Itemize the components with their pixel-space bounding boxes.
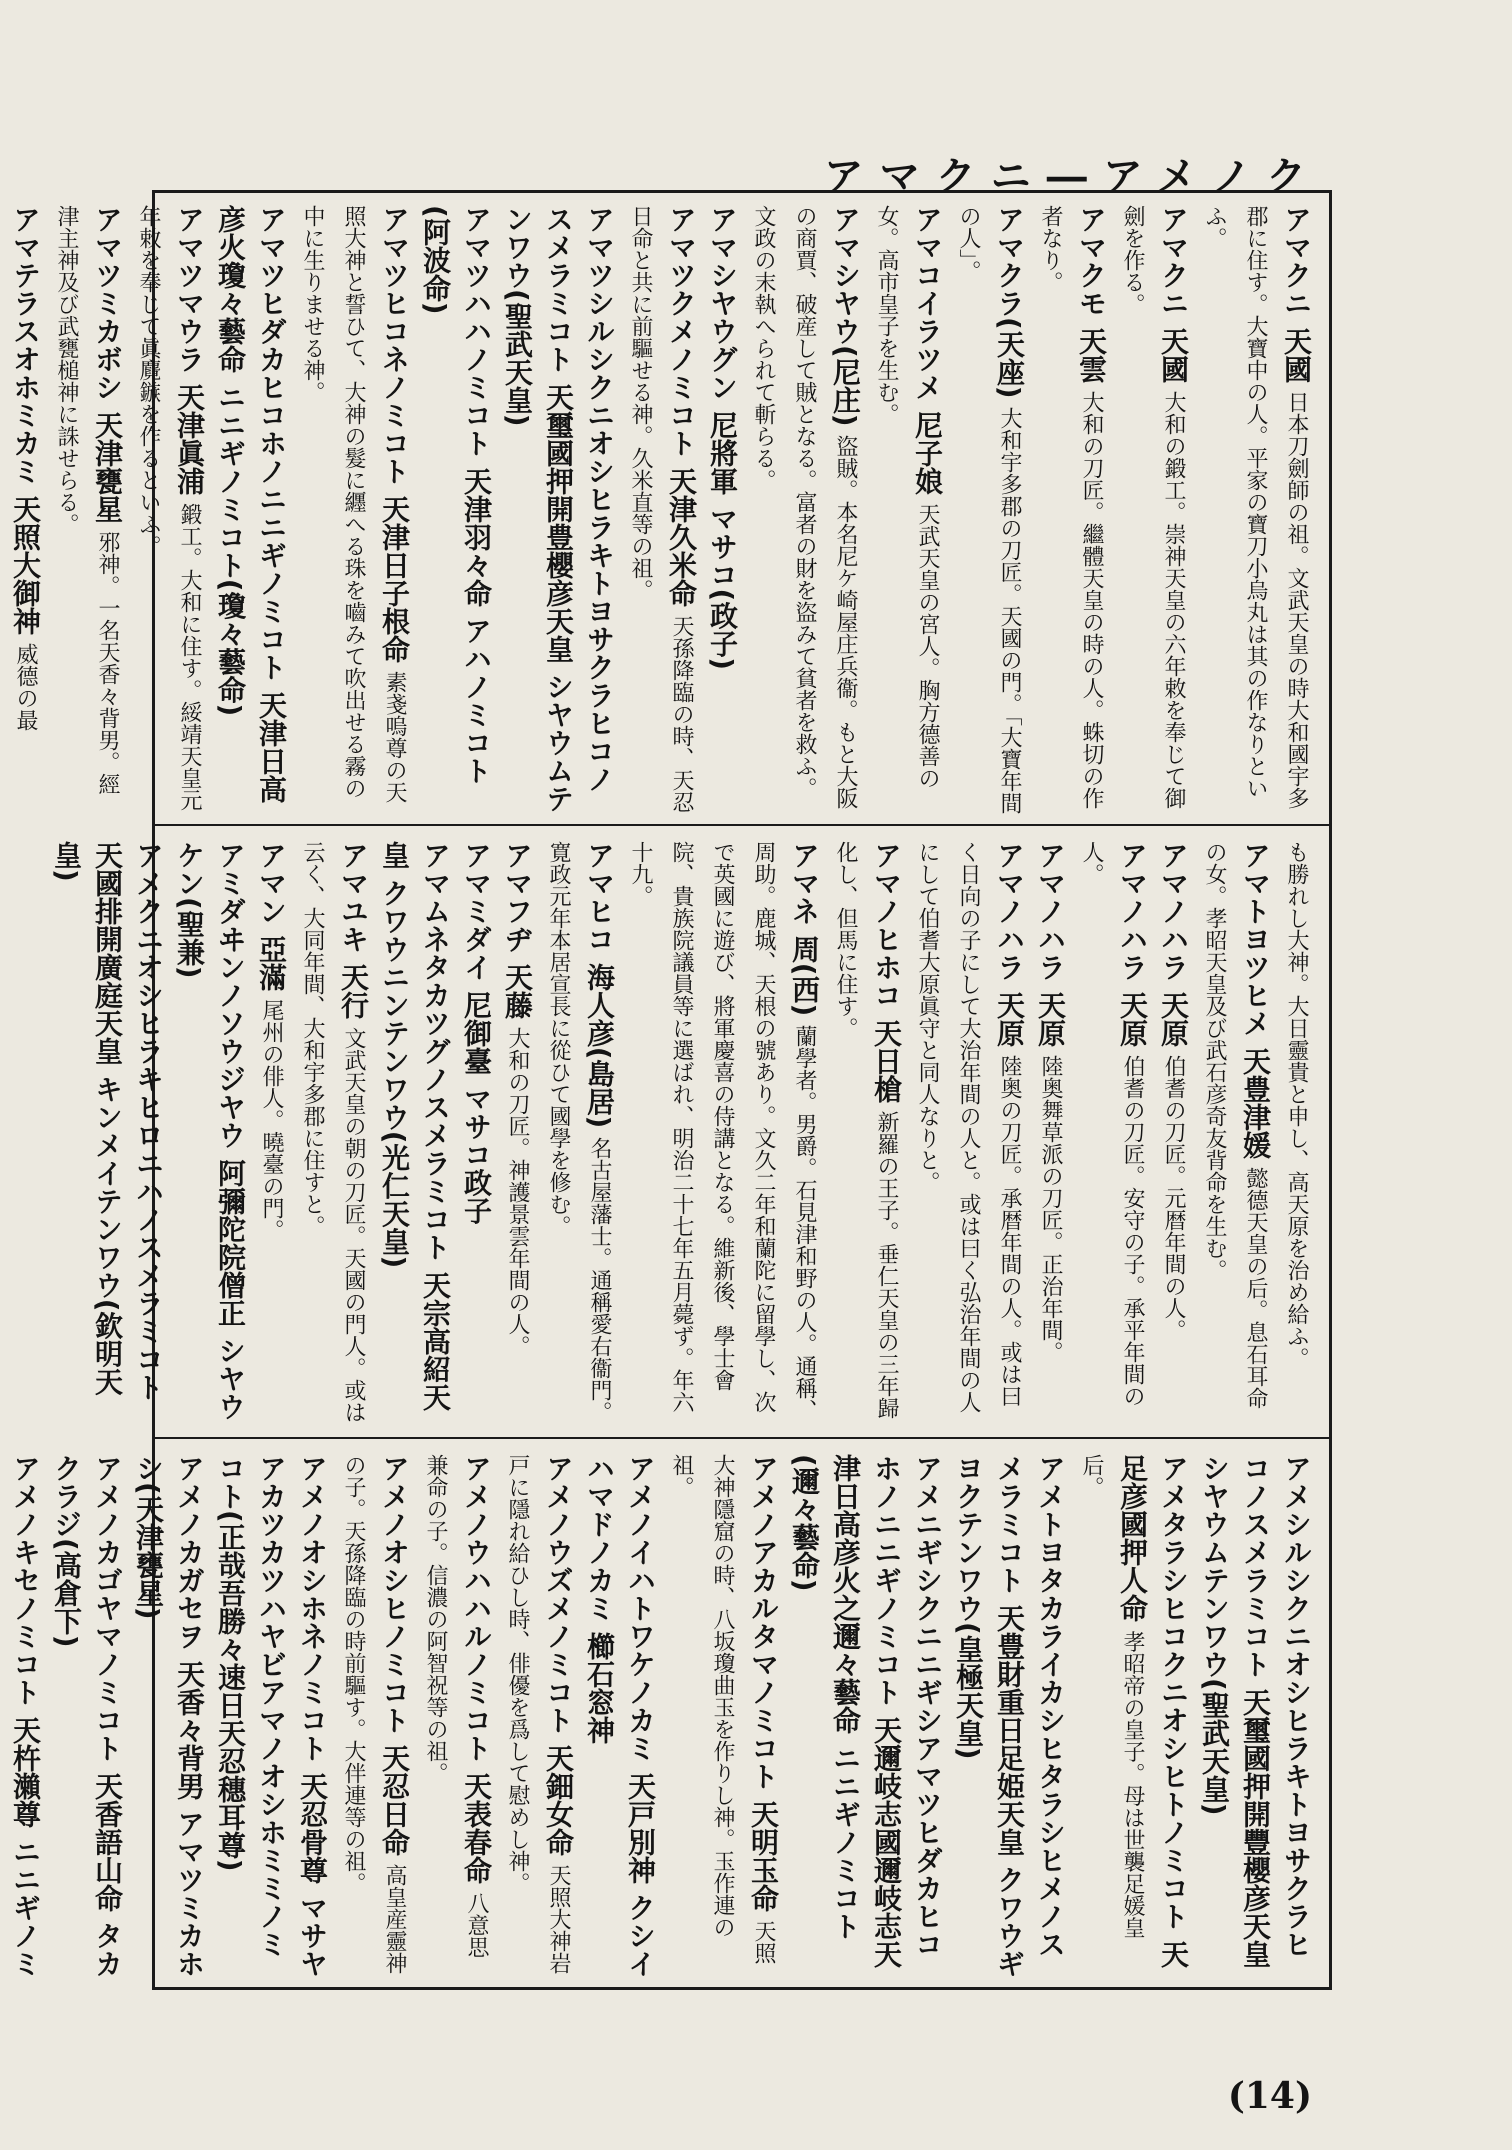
tier-divider <box>155 824 1329 826</box>
running-header: アマクニ―アメノク <box>823 153 1322 200</box>
entry-definition: 新羅の王子。垂仁天皇の三年歸化し、但馬に住す。 <box>833 841 899 1420</box>
entry-headword: アマノハラ 天原 <box>1034 841 1067 1047</box>
entry <box>1153 841 1194 1428</box>
entry-headword: アマツマウラ 天津眞浦 <box>173 205 206 495</box>
entry <box>1071 1454 1194 1979</box>
entry-definition: 文武天皇の朝の刀匠。天國の門人。或は云く、大同年間、大和宇多郡に住すと。 <box>300 841 366 1424</box>
entry-headword: アメトヨタカライカシヒタラシヒメノスメラミコト 天豊財重日足姫天皇 クワウギヨクテンワウ(皇極天皇) <box>952 1454 1067 1978</box>
tier-top-columns <box>9 205 1317 815</box>
entry <box>374 841 456 1428</box>
entry-definition: 孝昭帝の皇子。母は世襲足媛皇后。 <box>1079 1454 1145 1939</box>
entry-headword: アマシヤウ(尼庄) <box>829 205 862 427</box>
entry-headword: アメノアカルタマノミコト 天明玉命 <box>747 1454 780 1912</box>
tier-bottom <box>9 1442 1329 1987</box>
entry-headword: アマツヒダカヒコホノニニギノミコト 天津日高彦火瓊々藝命 ニニギノミコト(瓊々藝命) <box>214 205 288 803</box>
entry <box>1030 205 1112 815</box>
entry <box>1112 205 1194 815</box>
entry-definition: 日本刀劍師の祖。文武天皇の時大和國宇多郡に住す。大寶中の人。平家の寶刀小烏丸は其の作なりといふ。 <box>1202 205 1309 810</box>
entry-definition: 天照大神隱窟の時、八坂瓊曲玉を作りし神。玉作連の祖。 <box>669 1454 776 1965</box>
entry-definition: 天孫降臨の時、天忍日命と共に前驅せる神。久米直等の祖。 <box>628 205 694 814</box>
entry-definition: も勝れし大神。大日靈貴と申し、高天原を治め給ふ。 <box>1284 841 1309 1369</box>
entry-definition: 盜賊。本名尼ケ崎屋庄兵衞。もと大阪の商賈、破産して賊となる。富者の財を盜みて貧者を救ふ。文政の末執へられて斬らる。 <box>751 205 858 810</box>
entry-headword: アメニギシクニニギシアマツヒダカヒコホノニニギノミコト 天邇岐志國邇岐志天津日高彦火之邇々藝命 ニニギノミコト(邇々藝命) <box>788 1454 944 1968</box>
entry-definition: 高皇産靈神の子。天孫降臨の時前驅す。大伴連等の祖。 <box>341 1454 407 1975</box>
entry-headword: アマミダイ 尼御臺 マサコ政子 <box>460 841 493 1225</box>
entry <box>497 1454 579 1979</box>
entry-headword: アマン 亞滿 <box>255 841 288 991</box>
entry-headword: アマフヂ 天藤 <box>501 841 534 1019</box>
entry <box>866 205 948 815</box>
entry-headword: アマクニ 天國 <box>1280 205 1313 383</box>
entry-headword: アメシルシクニオシヒラキトヨサクラヒコノスメラミコト 天璽國押開豐櫻彦天皇 シヤウムテンワウ(聖武天皇) <box>1198 1454 1313 1968</box>
entry <box>46 1454 128 1979</box>
entry-headword: アマテラスオホミカミ 天照大御神 <box>9 205 42 635</box>
entry <box>497 841 538 1428</box>
entry-headword: アマクニ 天國 <box>1157 205 1190 383</box>
entry-definition: 大和の鍛工。崇神天皇の六年敕を奉じて御劍を作る。 <box>1120 205 1186 810</box>
entry-definition: 大和の刀匠。神護景雲年間の人。 <box>505 1027 530 1358</box>
entry <box>1276 841 1317 1428</box>
entry <box>0 1454 46 1979</box>
entry-headword: アミダヰンノソウジヤウ 阿彌陀院僧正 シヤウケン(聖兼) <box>173 841 247 1421</box>
entry <box>579 1454 661 1979</box>
entry-definition: 天照大神岩戸に隱れ給ひし時、俳優を爲して慰めし神。 <box>505 1454 571 1975</box>
entry <box>1030 841 1071 1428</box>
entry-headword: アマツハハノミコト 天津羽々命 アハノミコト(阿波命) <box>419 205 493 785</box>
entry <box>1194 1454 1317 1979</box>
entry-headword: アマノハラ 天原 <box>1157 841 1190 1047</box>
entry <box>415 205 497 815</box>
entry <box>1194 205 1317 815</box>
entry-definition: 蘭學者。男爵。石見津和野の人。通稱、周助。鹿城、天根の號あり。文久二年和蘭陀に留學し、次で英國に遊び、將軍慶喜の侍講となる。維新後、學士會院、貴族院議員等に選ばれ、明治二十七年五月薨ず。年六十九。 <box>628 841 817 1421</box>
entry-headword: アメノカゴヤマノミコト 天香語山命 タカクラジ(高倉下) <box>50 1454 124 1978</box>
entry <box>415 1454 497 1979</box>
tier-bottom-columns <box>9 1454 1317 1979</box>
entry <box>948 1454 1071 1979</box>
entry-headword: アメクニオシヒラキヒロニハノスメラミコト 天國排開廣庭天皇 キンメイテンワウ(欽明天皇) <box>50 841 165 1401</box>
entry-headword: アマツヒコネノミコト 天津日子根命 <box>378 205 411 663</box>
entry <box>46 841 169 1428</box>
entry-definition: 八意思兼命の子。信濃の阿智祝等の祖。 <box>423 1454 489 1959</box>
entry <box>251 841 292 1428</box>
entry <box>128 205 210 815</box>
entry-headword: アメノキセノミコト 天杵瀨尊 ニニギノミ <box>9 1454 42 1978</box>
entry <box>620 205 702 815</box>
entry <box>620 841 825 1428</box>
entry <box>210 1454 333 1979</box>
entry <box>292 205 415 815</box>
entry-definition: 邪神。一名天香々背男。經津主神及び武甕槌神に誅せらる。 <box>54 205 120 796</box>
entry-headword: アマコイラツメ 尼子娘 <box>911 205 944 495</box>
entry <box>292 841 374 1428</box>
tier-middle-columns <box>50 841 1317 1428</box>
entry <box>333 1454 415 1979</box>
entry <box>128 1454 210 1979</box>
page-number: (14) <box>1227 2075 1312 2117</box>
entry-definition: 伯耆の刀匠。元暦年間の人。 <box>1161 1055 1186 1342</box>
entry <box>661 1454 784 1979</box>
entry-headword: アメノイハトワケノカミ 天戸別神 クシイハマドノカミ 櫛石窓神 <box>583 1454 657 1978</box>
entry <box>825 841 907 1428</box>
entry-headword: アマネ 周(西) <box>788 841 821 1017</box>
tier-top <box>9 193 1329 823</box>
entry-headword: アマノハラ 天原 <box>1116 841 1149 1047</box>
entry <box>497 205 620 815</box>
entries-frame <box>9 190 1332 1990</box>
entry-headword: アマシヤウグン 尼將軍 マサコ(政子) <box>706 205 739 671</box>
entry-definition: 大和の刀匠。繼體天皇の時の人。蛛切の作者なり。 <box>1038 205 1104 810</box>
entry-definition: 鍛工。大和に住す。綏靖天皇元年敕を奉じて眞麑鏃を作るといふ。 <box>136 205 202 812</box>
entry-headword: アマツシルシクニオシヒラキトヨサクラヒコノスメラミコト 天璽國押開豊櫻彦天皇 シヤウムテンワウ(聖武天皇) <box>501 205 616 813</box>
entry <box>46 205 128 815</box>
entry-headword: アメノウズメノミコト 天鈿女命 <box>542 1454 575 1856</box>
tier-middle <box>50 829 1329 1436</box>
entry <box>169 841 251 1428</box>
entry-headword: アマツクメノミコト 天津久米命 <box>665 205 698 607</box>
entry <box>5 205 46 815</box>
entry-definition: 名古屋藩士。通稱愛右衞門。寛政元年本居宣長に從ひて國學を修む。 <box>546 841 612 1423</box>
tier-divider <box>155 1437 1329 1439</box>
entry-definition: 懿德天皇の后。息石耳命の女。孝昭天皇及び武石彦奇友背命を生む。 <box>1202 841 1268 1410</box>
entry-headword: アマノヒホコ 天日槍 <box>870 841 903 1103</box>
entry-definition: 素戔嗚尊の天照大神と誓ひて、大神の髮に纒へる珠を嚙みて吹出せる霧の中に生りませる神。 <box>300 205 407 804</box>
entry-definition: 陸奥の刀匠。承暦年間の人。或は曰く日向の子にして大治年間の人と。或は曰く弘治年間の人にして伯耆大原眞守と同人なりと。 <box>915 841 1022 1413</box>
entry-headword: アマヒコ 海人彦(島居) <box>583 841 616 1129</box>
entry-headword: アマクラ(天座) <box>993 205 1026 399</box>
entry <box>538 841 620 1428</box>
entry-definition: 伯耆の刀匠。安守の子。承平年間の人。 <box>1079 841 1145 1408</box>
entry <box>210 205 292 815</box>
entry <box>1071 841 1153 1428</box>
entry <box>456 841 497 1428</box>
entry-headword: アメノカガセヲ 天香々背男 アマツミカホシ(天津甕星) <box>132 1454 206 1978</box>
entry-definition: 尾州の俳人。曉臺の門。 <box>259 999 284 1242</box>
entry <box>1194 841 1276 1428</box>
entry <box>948 205 1030 815</box>
entry-headword: アメノウハハルノミコト 天表春命 <box>460 1454 493 1884</box>
entry-headword: アメノオシホネノミコト 天忍骨尊 マサヤアカツカツハヤビアマノオシホミミノミコト(正哉吾勝々速日天忍穗耳尊) <box>214 1454 329 1978</box>
entry-definition: 陸奥舞草派の刀匠。正治年間。 <box>1038 1055 1063 1364</box>
entry-headword: アマムネタカツグノスメラミコト 天宗高紹天皇 クワウニンテンワウ(光仁天皇) <box>378 841 452 1411</box>
entry-headword: アメノオシヒノミコト 天忍日命 <box>378 1454 411 1856</box>
entry-headword: アマクモ 天雲 <box>1075 205 1108 383</box>
entry-definition: 威德の最 <box>13 643 38 732</box>
entry-definition: 天武天皇の宮人。胸方德善の女。高市皇子を生む。 <box>874 205 940 790</box>
entry-definition: 大和宇多郡の刀匠。天國の門。「大寶年間の人」。 <box>956 205 1022 815</box>
entry-headword: アマノハラ 天原 <box>993 841 1026 1047</box>
entry-headword: アマトヨツヒメ 天豊津媛 <box>1239 841 1272 1159</box>
entry-headword: アマユキ 天行 <box>337 841 370 1019</box>
entry-headword: アマツミカボシ 天津甕星 <box>91 205 124 523</box>
entry <box>784 1454 948 1979</box>
entry <box>702 205 743 815</box>
entry <box>743 205 866 815</box>
entry <box>907 841 1030 1428</box>
entry-headword: アメタラシヒコクニオシヒトノミコト 天足彦國押人命 <box>1116 1454 1190 1968</box>
